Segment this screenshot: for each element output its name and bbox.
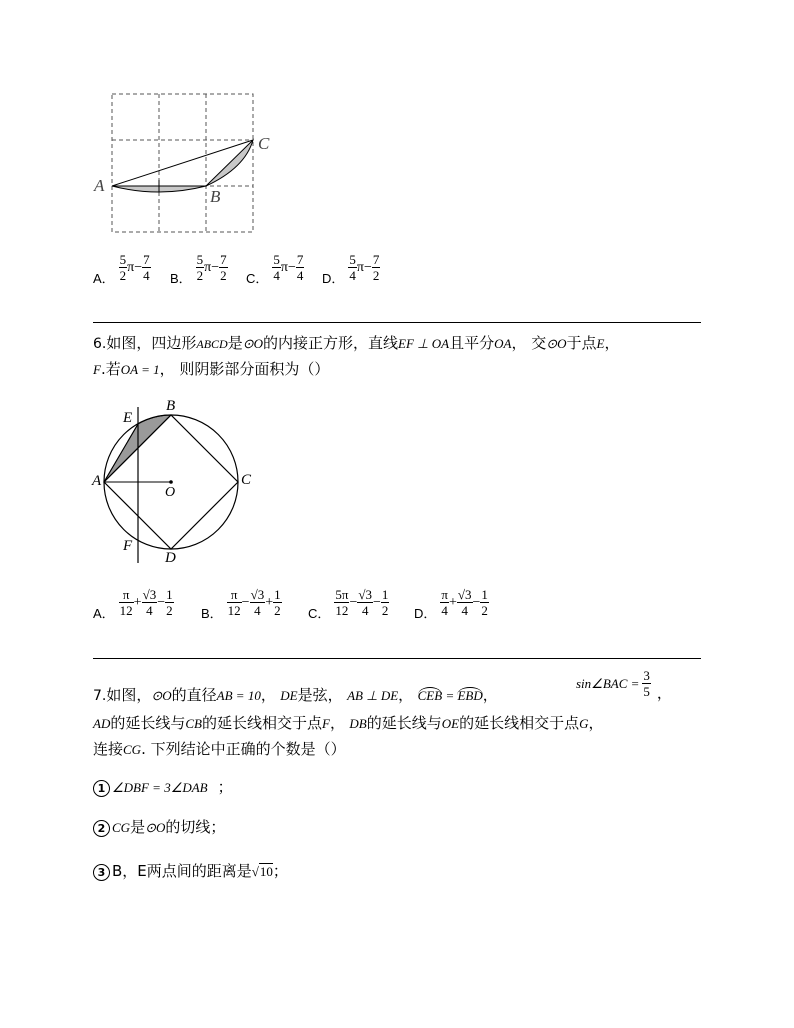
fraction: $\frac{7}{2}$	[372, 252, 380, 283]
q6-label-C: C	[241, 472, 252, 488]
q7-stem-line2: AD的延长线与CB的延长线相交于点F， DB的延长线与OE的延长线相交于点G，	[93, 714, 604, 732]
divider-1	[93, 322, 701, 323]
option-letter: D．	[414, 606, 437, 621]
q7-sin-expr: sin∠BAC = $\frac{3}{5}$ ，	[576, 668, 672, 702]
circled-number-3: 3	[93, 864, 110, 881]
fraction: $\frac{√3}{4}$	[457, 587, 472, 618]
option-letter: A．	[93, 271, 115, 286]
operator: +	[265, 594, 274, 610]
fraction: $\frac{1}{2}$	[381, 587, 389, 618]
q5-figure	[90, 88, 290, 238]
fraction: $\frac{1}{2}$	[166, 587, 173, 618]
q6-label-O: O	[165, 485, 176, 500]
pi-term: π−	[127, 259, 143, 275]
option-letter: C．	[308, 606, 331, 621]
fraction: $\frac{\pi}{12}$	[227, 587, 241, 618]
fraction: $\frac{1}{2}$	[481, 587, 488, 618]
fraction: $\frac{3}{5}$	[643, 668, 650, 699]
fraction: $\frac{\pi}{12}$	[119, 587, 133, 618]
operator: −	[373, 594, 381, 610]
q5-shaded-right	[206, 140, 253, 186]
option-letter: D．	[322, 271, 345, 286]
fraction: $\frac{5}{2}$	[196, 252, 204, 283]
q5-option-a[interactable]	[93, 248, 151, 287]
q6-option-b[interactable]	[201, 583, 282, 622]
q6-label-B: B	[166, 398, 176, 414]
fraction: $\frac{5}{4}$	[349, 252, 356, 283]
operator: −	[157, 594, 166, 610]
q6-label-F: F	[123, 538, 133, 554]
q5-label-C: C	[258, 134, 270, 153]
fraction: $\frac{√3}{4}$	[142, 587, 157, 618]
fraction: $\frac{5}{4}$	[273, 252, 280, 283]
fraction: $\frac{7}{4}$	[143, 252, 150, 283]
fraction: $\frac{5\pi}{12}$	[335, 587, 349, 618]
circled-number-1: 1	[93, 780, 110, 797]
operator: −	[241, 594, 250, 610]
option-letter: C．	[246, 271, 269, 286]
operator: −	[472, 594, 481, 610]
option-letter: B．	[201, 606, 223, 621]
q5-option-c[interactable]	[246, 248, 304, 287]
q6-option-d[interactable]	[414, 583, 489, 622]
fraction: $\frac{√3}{4}$	[250, 587, 265, 618]
divider-2	[93, 658, 701, 659]
q6-label-A: A	[92, 473, 102, 489]
q5-label-B: B	[210, 187, 221, 206]
q5-option-b[interactable]	[170, 248, 228, 287]
q7-item-2: 2 CG是⊙O的切线；	[93, 816, 225, 837]
q6-stem-line1: 6.如图，四边形ABCD是⊙O的内接正方形，直线EF ⊥ OA且平分OA， 交⊙O于点E，	[93, 334, 620, 352]
fraction: $\frac{7}{4}$	[296, 252, 304, 283]
q6-stem-line2: F.若OA = 1， 则阴影部分面积为（）	[93, 360, 330, 378]
q5-option-d[interactable]	[322, 248, 380, 287]
pi-term: π−	[356, 259, 372, 275]
q7-stem-line3: 连接CG. 下列结论中正确的个数是（）	[93, 740, 346, 758]
fraction: $\frac{5}{2}$	[119, 252, 127, 283]
operator: +	[448, 594, 457, 610]
q7-item-1: 1 ∠DBF = 3∠DAB ；	[93, 776, 233, 797]
q6-option-a[interactable]	[93, 583, 174, 622]
fraction: $\frac{7}{2}$	[220, 252, 227, 283]
arc-ceb: CEB	[417, 688, 443, 703]
option-letter: A．	[93, 606, 115, 621]
arc-ebd: EBD	[457, 688, 483, 703]
q7-stem-line1: 7.如图，⊙O的直径AB = 10， DE是弦， AB ⊥ DE， CEB = EBD，	[93, 686, 498, 704]
q5-label-A: A	[94, 176, 105, 195]
circled-number-2: 2	[93, 820, 110, 837]
operator: −	[349, 594, 358, 610]
q6-label-D: D	[165, 550, 176, 566]
option-letter: B．	[170, 271, 192, 286]
fraction: $\frac{\pi}{4}$	[441, 587, 448, 618]
fraction: $\frac{√3}{4}$	[358, 587, 373, 618]
q6-figure	[90, 395, 260, 570]
pi-term: π−	[204, 259, 220, 275]
q6-option-c[interactable]	[308, 583, 389, 622]
pi-term: π−	[280, 259, 296, 275]
q7-item-3: 3 B，E两点间的距离是√10；	[93, 860, 288, 881]
operator: +	[133, 594, 142, 610]
q6-label-E: E	[123, 410, 133, 426]
fraction: $\frac{1}{2}$	[274, 587, 281, 618]
